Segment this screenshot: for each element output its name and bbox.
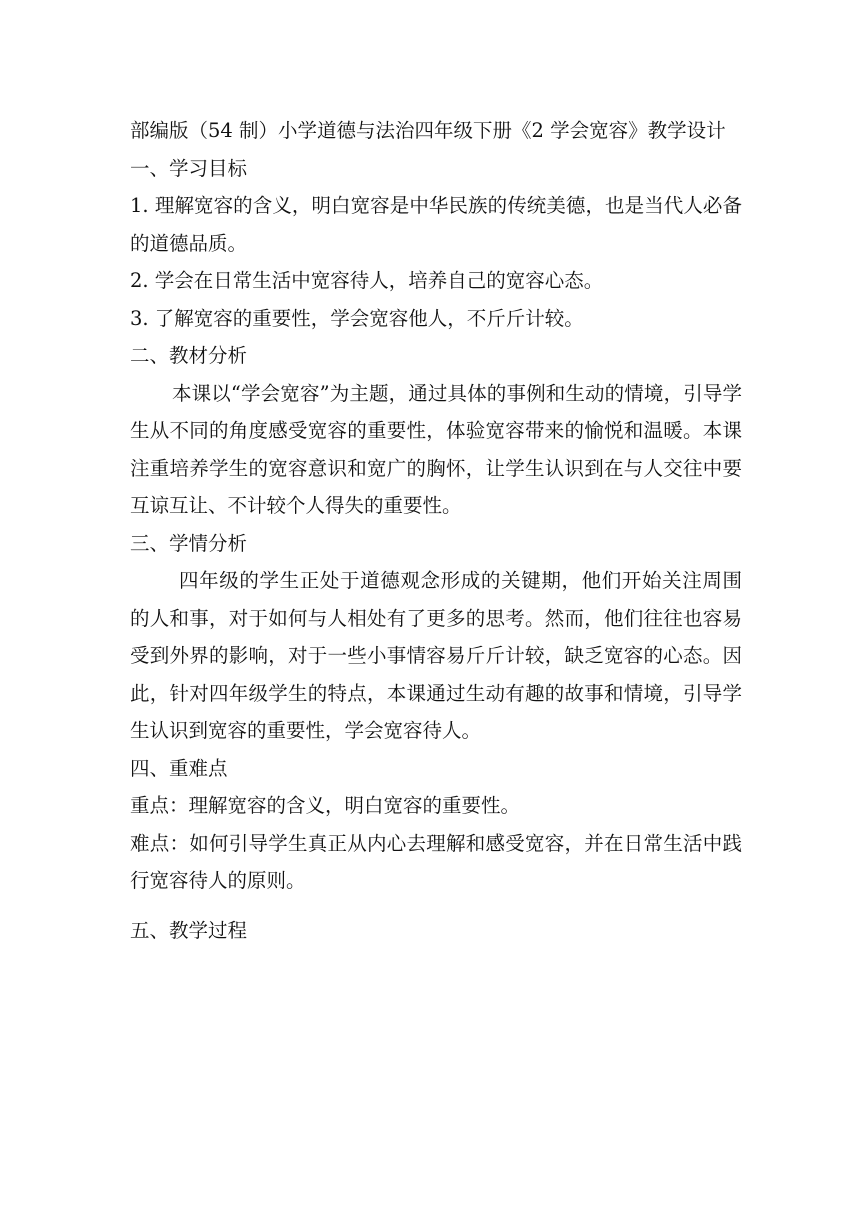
- objective-item: 3. 了解宽容的重要性，学会宽容他人，不斤斤计较。: [130, 306, 584, 330]
- section-heading-objectives: 一、学习目标: [130, 156, 248, 180]
- document-title: 部编版（54 制）小学道德与法治四年级下册《2 学会宽容》教学设计: [130, 119, 726, 142]
- section-heading-teaching-process: 五、教学过程: [130, 918, 248, 942]
- document-body: [130, 112, 742, 949]
- objective-item: 1. 理解宽容的含义，明白宽容是中华民族的传统美德，也是当代人必备的道德品质。: [130, 194, 742, 255]
- section-heading-student-analysis: 三、学情分析: [130, 531, 248, 555]
- student-analysis-paragraph: 四年级的学生正处于道德观念形成的关键期，他们开始关注周围的人和事，对于如何与人相处有了更多的思考。然而，他们往往也容易受到外界的影响，对于一些小事情容易斤斤计较，缺乏宽容的心态。因此，针对四年级学生的特点，本课通过生动有趣的故事和情境，引导学生认识到宽容的重要性，学会宽容待人。: [130, 569, 742, 742]
- difficult-point-text: 难点：如何引导学生真正从内心去理解和感受宽容，并在日常生活中践行宽容待人的原则。: [130, 831, 742, 892]
- material-analysis-paragraph: 本课以“学会宽容”为主题，通过具体的事例和生动的情境，引导学生从不同的角度感受宽容的重要性，体验宽容带来的愉悦和温暖。本课注重培养学生的宽容意识和宽广的胸怀，让学生认识到在与人交往中要互谅互让、不计较个人得失的重要性。: [130, 381, 742, 517]
- objective-item: 2. 学会在日常生活中宽容待人，培养自己的宽容心态。: [130, 269, 604, 292]
- key-point-text: 重点：理解宽容的含义，明白宽容的重要性。: [130, 794, 521, 817]
- section-heading-key-points: 四、重难点: [130, 756, 228, 780]
- section-heading-material-analysis: 二、教材分析: [130, 344, 248, 367]
